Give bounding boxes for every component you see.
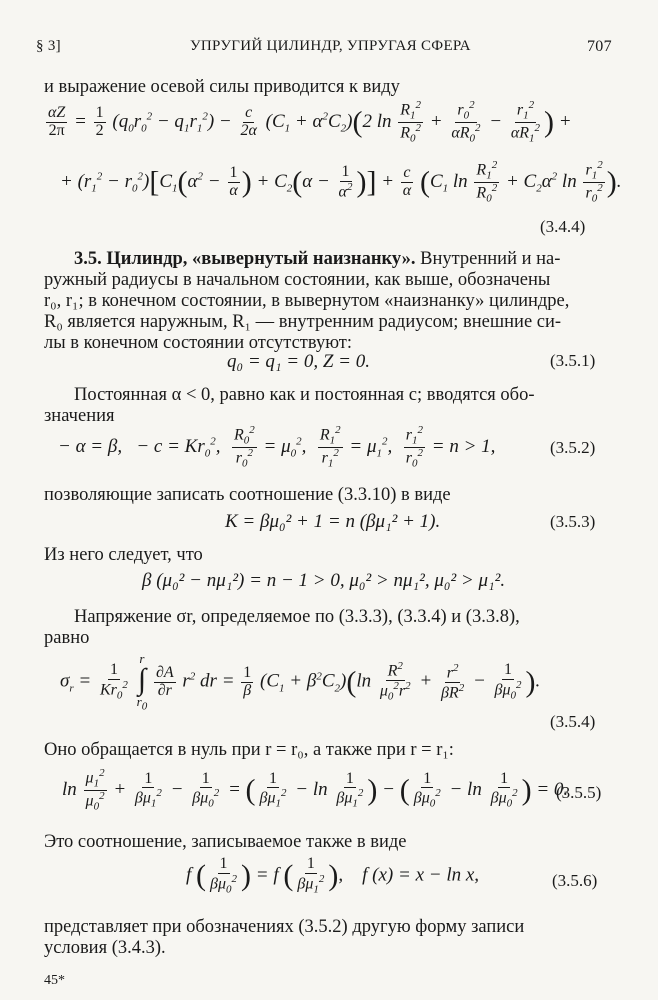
para5-line1: Напряжение σr, определяемое по (3.3.3), (3.3.4) и (3.3.8),	[74, 607, 520, 627]
para2-line1: Постоянная α < 0, равно как и постоянная c; вводятся обо-	[74, 385, 535, 405]
equation-label-3-4-4: (3.4.4)	[540, 217, 586, 236]
para7: Это соотношение, записываемое также в виде	[44, 832, 407, 852]
equation-3-5-2: − α = β, − $c = Kr_0^2$, $\frac{R_0^2}{r_0^2}$ = $\mu_0^2$, $\frac{R_1^2}{r_1^2}$ = $\mu_1^2$, $\frac{r_1^2}{r_0^2}$ = n > 1,	[58, 424, 496, 470]
equation-3-5-6: f ( $\frac{1}{\beta\mu_0^2}$ ) = f ( $\frac{1}{\beta\mu_1^2}$ ), f (x) = x − ln x,	[186, 855, 480, 896]
para8-line2: условия (3.4.3).	[44, 938, 166, 958]
para8-line1: представляет при обозначениях (3.5.2) другую форму записи	[44, 917, 525, 937]
section-text-line4: R₀ является наружным, R₁ — внутренним радиусом; внешние си-	[44, 312, 562, 332]
section-marker: § 3]	[36, 38, 61, 54]
section-text-line1: Внутренний и на-	[415, 249, 561, 269]
equation-3-4-4-line1: $\frac{\alpha Z}{2\pi}$ = $\frac{1}{2}$ $(q_0r_0^2 - q_1r_1^2)$ − $\frac{c}{2\alpha}$ $(C_1 + \alpha^2C_2)(2$ ln $\frac{R_1^2}{R_0^2}$ + $\frac{r_0^2}{\alpha R_0^2}$ − $\frac{r_1^2}{\alpha R_1^2}$ ) +	[48, 99, 572, 145]
para5-line2: равно	[44, 628, 90, 648]
page-number: 707	[587, 38, 612, 55]
equation-3-5-5: ln $\frac{\mu_1^2}{\mu_0^2}$ + $\frac{1}{\beta\mu_1^2}$ − $\frac{1}{\beta\mu_0^2}$ = ( $\frac{1}{\beta\mu_1^2}$ − ln $\frac{1}{\beta\mu_1^2}$ ) − ( $\frac{1}{\beta\mu_0^2}$ − ln $\frac{1}{\beta\mu_0^2}$ ) = 0.	[62, 767, 569, 813]
section-text-line5: лы в конечном состоянии отсутствуют:	[44, 333, 353, 353]
equation-label-3-5-6: (3.5.6)	[552, 871, 598, 890]
equation-3-4-4-line2: + $(r_1^2 - r_0^2)[C_1(\alpha^2$ − $\frac{1}{\alpha}$ ) + $C_2(\alpha$ − $\frac{1}{\alpha^2}$ )] + $\frac{c}{\alpha}$ ($C_1$ ln $\frac{R_1^2}{R_0^2}$ + $C_2\alpha^2$ ln $\frac{r_1^2}{r_0^2}$ ).	[60, 159, 622, 205]
equation-label-3-5-3: (3.5.3)	[550, 512, 596, 531]
para4: Из него следует, что	[44, 545, 203, 565]
intro-text: и выражение осевой силы приводится к виду	[44, 77, 400, 97]
running-title: УПРУГИЙ ЦИЛИНДР, УПРУГАЯ СФЕРА	[190, 38, 471, 54]
section-heading: 3.5. Цилиндр, «вывернутый наизнанку».	[74, 249, 416, 269]
section-text-line3: r₀, r₁; в конечном состоянии, в вывернутом «наизнанку» цилиндре,	[44, 291, 570, 311]
equation-label-3-5-1: (3.5.1)	[550, 351, 596, 370]
equation-label-3-5-4: (3.5.4)	[550, 712, 596, 731]
equation-consequence: β (μ₀² − nμ₁²) = n − 1 > 0, μ₀² > nμ₁², μ₀² > μ₁².	[142, 570, 506, 591]
equation-3-5-4: $\sigma_r$ = $\frac{1}{Kr_0^2}$ r ∫ $r_0$ $\frac{\partial A}{\partial r}$ $r^2$ dr = $\frac{1}{\beta}$ $(C_1 + \beta^2C_2)(\ln$ $\frac{R^2}{\mu_0^2r^2}$ + $\frac{r^2}{\beta R^2}$ − $\frac{1}{\beta\mu_0^2}$ ).	[60, 651, 541, 713]
section-text-line2: ружный радиусы в начальном состоянии, как выше, обозначены	[44, 270, 551, 290]
equation-label-3-5-5: (3.5.5)	[556, 783, 602, 802]
para2-line2: значения	[44, 406, 115, 426]
equation-label-3-5-2: (3.5.2)	[550, 438, 596, 457]
para6: Оно обращается в нуль при r = r₀, а также при r = r₁:	[44, 740, 454, 760]
equation-3-5-3: K = βμ₀² + 1 = n (βμ₁² + 1).	[225, 511, 441, 532]
equation-3-5-1: q₀ = q₁ = 0, Z = 0.	[227, 351, 370, 372]
printer-signature: 45*	[44, 973, 65, 988]
para3: позволяющие записать соотношение (3.3.10) в виде	[44, 485, 451, 505]
section-3-5-first-line	[74, 249, 560, 270]
